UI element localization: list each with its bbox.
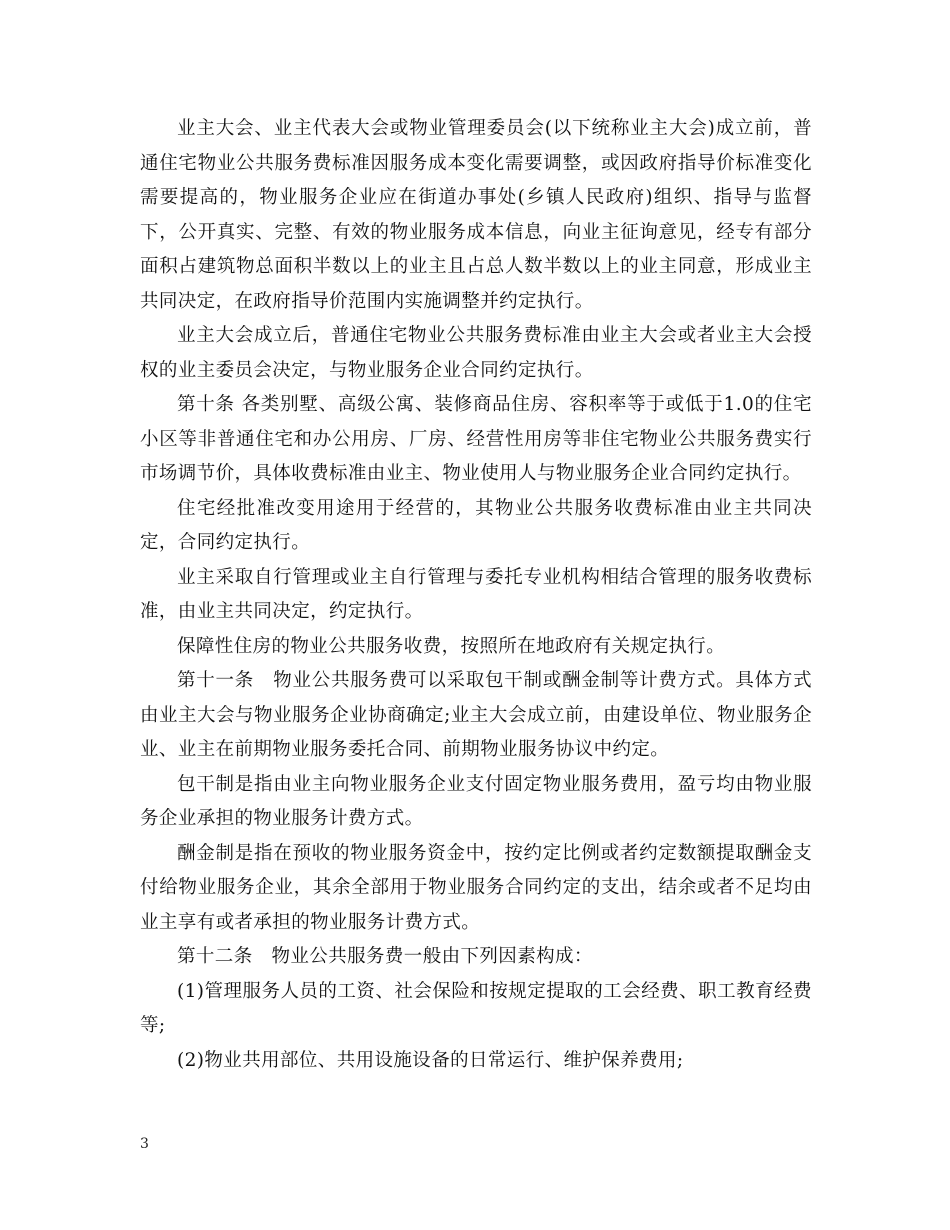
paragraph: (2)物业共用部位、共用设施设备的日常运行、维护保养费用; [177,1049,684,1071]
paragraph: 业主大会、业主代表大会或物业管理委员会(以下统称业主大会)成立前，普通住宅物业公共服务费标准因服务成本变化需要调整，或因政府指导价标准变化需要提高的，物业服务企业应在街道办事处(乡镇人民政府)组织、指导与监督下，公开真实、完整、有效的物业服务成本信息，向业主征询意见，经专有部分面积占建筑物总面积半数以上的业主且占总人数半数以上的业主同意，形成业主共同决定，在政府指导价范围内实施调整并约定执行。 [140,118,812,312]
paragraph: (1)管理服务人员的工资、社会保险和按规定提取的工会经费、职工教育经费等; [140,980,812,1036]
paragraph: 第十一条 物业公共服务费可以采取包干制或酬金制等计费方式。具体方式由业主大会与物业服务企业协商确定;业主大会成立前，由建设单位、物业服务企业、业主在前期物业服务委托合同、前期物业服务协议中约定。 [140,670,812,760]
paragraph: 业主大会成立后，普通住宅物业公共服务费标准由业主大会或者业主大会授权的业主委员会决定，与物业服务企业合同约定执行。 [140,325,812,381]
paragraph: 第十条 各类别墅、高级公寓、装修商品住房、容积率等于或低于1.0的住宅小区等非普通住宅和办公用房、厂房、经营性用房等非住宅物业公共服务费实行市场调节价，具体收费标准由业主、物业使用人与物业服务企业合同约定执行。 [140,394,812,484]
document-body [140,112,812,1078]
paragraph: 保障性住房的物业公共服务收费，按照所在地政府有关规定执行。 [177,635,726,657]
paragraph: 第十二条 物业公共服务费一般由下列因素构成： [177,946,593,967]
paragraph: 住宅经批准改变用途用于经营的，其物业公共服务收费标准由业主共同决定，合同约定执行。 [140,497,812,553]
page-number: 3 [140,1136,149,1152]
paragraph: 业主采取自行管理或业主自行管理与委托专业机构相结合管理的服务收费标准，由业主共同决定，约定执行。 [140,566,812,622]
paragraph: 包干制是指由业主向物业服务企业支付固定物业服务费用，盈亏均由物业服务企业承担的物业服务计费方式。 [140,773,812,829]
paragraph: 酬金制是指在预收的物业服务资金中，按约定比例或者约定数额提取酬金支付给物业服务企业，其余全部用于物业服务合同约定的支出，结余或者不足均由业主享有或者承担的物业服务计费方式。 [140,842,812,933]
